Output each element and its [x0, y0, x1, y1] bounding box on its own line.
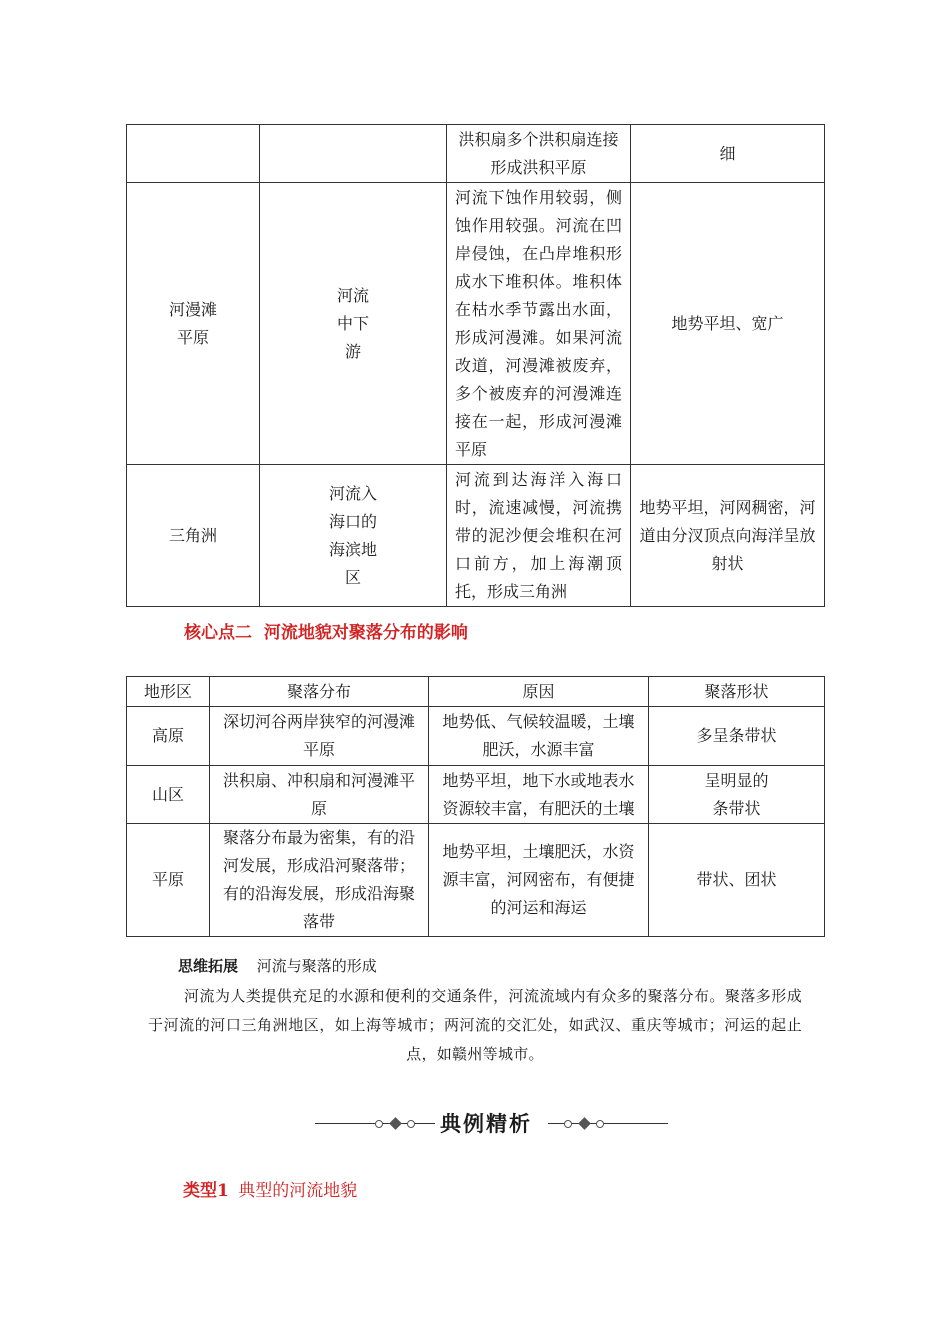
- table-row: [127, 465, 825, 607]
- cell-distribution: 深切河谷两岸狭窄的河漫滩平原: [210, 707, 429, 766]
- banner-decoration-right: [548, 1117, 668, 1131]
- cell-formation: 河流下蚀作用较弱，侧蚀作用较强。河流在凹岸侵蚀，在凸岸堆积形成水下堆积体。堆积体在枯水季节露出水面，形成河漫滩。如果河流改道，河漫滩被废弃，多个被废弃的河漫滩连接在一起，形成河漫滩平原: [447, 183, 631, 465]
- cell-distribution: 聚落分布最为密集，有的沿河发展，形成沿河聚落带；有的沿海发展，形成沿海聚落带: [210, 824, 429, 937]
- cell-feature: 细: [631, 125, 825, 183]
- cell-formation: 河流到达海洋入海口时，流速减慢，河流携带的泥沙便会堆积在河口前方，加上海潮顶托，形成三角洲: [447, 465, 631, 607]
- cell-reason: 地势平坦，土壤肥沃，水资源丰富，河网密布，有便捷的河运和海运: [429, 824, 649, 937]
- cell-feature: 地势平坦、宽广: [631, 183, 825, 465]
- cell-shape: 带状、团状: [649, 824, 825, 937]
- settlement-table: [126, 676, 825, 937]
- column-header: 聚落分布: [210, 677, 429, 707]
- cell-feature: 地势平坦，河网稠密，河道由分汊顶点向海洋呈放射状: [631, 465, 825, 607]
- cell-reason: 地势平坦，地下水或地表水资源较丰富，有肥沃的土壤: [429, 766, 649, 824]
- cell-landform: 河漫滩平原: [127, 183, 260, 465]
- type-label: 类型1: [183, 1181, 229, 1201]
- column-header: 聚落形状: [649, 677, 825, 707]
- cell-distribution: 洪积扇、冲积扇和河漫滩平原: [210, 766, 429, 824]
- table-row: [127, 183, 825, 465]
- type-title: 典型的河流地貌: [238, 1181, 358, 1201]
- cell-formation: 洪积扇多个洪积扇连接形成洪积平原: [447, 125, 631, 183]
- cell-location: 河流入海口的海滨地区: [260, 465, 447, 607]
- cell-landform: [127, 125, 260, 183]
- column-header: 地形区: [127, 677, 210, 707]
- table-row: [127, 824, 825, 937]
- extension-body: 河流为人类提供充足的水源和便利的交通条件，河流流域内有众多的聚落分布。聚落多形成于河流的河口三角洲地区，如上海等城市；两河流的交汇处，如武汉、重庆等城市；河运的起止点，如赣州等城市。: [148, 987, 802, 1063]
- cell-landform: 三角洲: [127, 465, 260, 607]
- banner-title: 典例精析: [440, 1112, 532, 1136]
- cell-terrain: 平原: [127, 824, 210, 937]
- section-title: 核心点二 河流地貌对聚落分布的影响: [184, 623, 468, 643]
- type-heading: [183, 1179, 357, 1203]
- cell-terrain: 山区: [127, 766, 210, 824]
- banner-decoration-left: [315, 1117, 435, 1131]
- table-row: [127, 125, 825, 183]
- cell-terrain: 高原: [127, 707, 210, 766]
- extension-label: 思维拓展: [178, 957, 239, 975]
- cell-shape: 多呈条带状: [649, 707, 825, 766]
- cell-location: [260, 125, 447, 183]
- column-header: 原因: [429, 677, 649, 707]
- table-row: [127, 707, 825, 766]
- table-row: [127, 766, 825, 824]
- extension-title: 河流与聚落的形成: [256, 957, 377, 975]
- cell-location: 河流中下游: [260, 183, 447, 465]
- cell-reason: 地势低、气候较温暖，土壤肥沃，水源丰富: [429, 707, 649, 766]
- table-header-row: [127, 677, 825, 707]
- cell-shape: 呈明显的条带状: [649, 766, 825, 824]
- extension-heading: [178, 955, 377, 977]
- landform-table: [126, 124, 825, 607]
